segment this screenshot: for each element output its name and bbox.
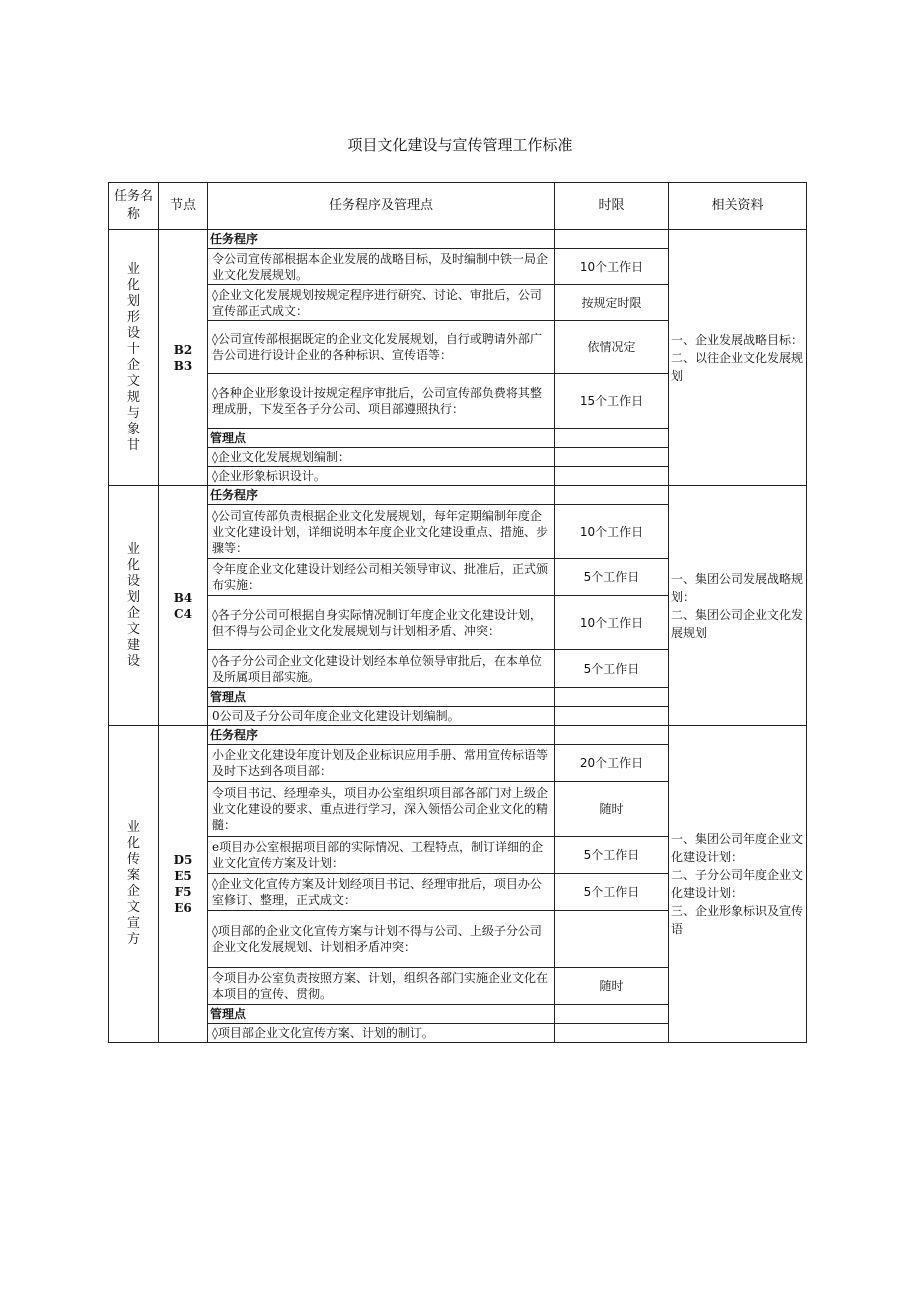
node-cell: [159, 230, 208, 486]
node-code: F5: [174, 885, 192, 899]
task-name: 业化传案企文宣方: [126, 820, 140, 947]
header-references: 相关资料: [669, 183, 807, 230]
node-code: B4: [173, 590, 193, 605]
step-text: e项目办公室根据项目部的实际情况、工程特点，制订详细的企业文化宣传方案及计划：: [208, 837, 555, 874]
step-text: ◊各子分公司企业文化建设计划经本单位领导审批后，在本单位及所属项目部实施。: [208, 650, 555, 688]
node-code: D5: [173, 853, 193, 867]
header-row: [109, 183, 807, 230]
time-limit: [555, 911, 669, 968]
step-text: 令项目书记、经理牵头，项目办公室组织项目部各部门对上级企业文化建设的要求、重点进行学习，深入领悟公司企业文化的精髓：: [208, 782, 555, 837]
reference-item: 三、企业形象标识及宣传语: [671, 904, 804, 936]
reference-item: 一、集团公司发展战略规划：: [671, 571, 804, 604]
header-time-limit: 时限: [555, 183, 669, 230]
task-name-cell: [109, 486, 159, 726]
references-cell: [669, 230, 807, 486]
step-text: ◊各子分公司可根据自身实际情况制订年度企业文化建设计划，但不得与公司企业文化发展规划与计划相矛盾、冲突：: [208, 596, 555, 650]
time-cell: [555, 688, 669, 707]
table-row: [109, 726, 807, 745]
time-limit: 10个工作日: [555, 505, 669, 559]
time-cell: [555, 707, 669, 726]
step-text: ◊公司宣传部负责根据企业文化发展规划，每年定期编制年度企业文化建设计划，详细说明本年度企业文化建设重点、措施、步骤等：: [208, 505, 555, 559]
task-name: 业化划形设十企文规与象甘: [126, 261, 140, 453]
step-text: ◊企业文化发展规划按规定程序进行研究、讨论、审批后，公司宣传部正式成文：: [208, 285, 555, 321]
step-text: 令项目办公室负责按照方案、计划，组织各部门实施企业文化在本项目的宣传、贯彻。: [208, 968, 555, 1005]
references-cell: [669, 726, 807, 1043]
time-cell: [555, 448, 669, 467]
management-label: 管理点: [208, 688, 555, 707]
procedure-label: 任务程序: [208, 726, 555, 745]
management-item: 0公司及子分公司年度企业文化建设计划编制。: [208, 707, 555, 726]
reference-item: 二、以往企业文化发展规划: [671, 350, 804, 383]
table-row: [109, 230, 807, 249]
header-node: 节点: [159, 183, 208, 230]
management-item: ◊企业形象标识设计。: [208, 467, 555, 486]
time-limit: 5个工作日: [555, 837, 669, 874]
task-name-cell: [109, 230, 159, 486]
procedure-label: 任务程序: [208, 486, 555, 505]
step-text: 令公司宣传部根据本企业发展的战略目标，及时编制中铁一局企业文化发展规划。: [208, 249, 555, 285]
management-label: 管理点: [208, 1005, 555, 1024]
work-standard-table: [108, 182, 807, 1043]
reference-item: 二、子分公司年度企业文化建设计划：: [671, 868, 804, 900]
management-item: ◊企业文化发展规划编制：: [208, 448, 555, 467]
node-code: E6: [174, 901, 192, 915]
node-cell: [159, 726, 208, 1043]
time-cell: [555, 429, 669, 448]
time-limit: 随时: [555, 782, 669, 837]
reference-item: 一、企业发展战略目标：: [671, 332, 804, 347]
table-row: [109, 486, 807, 505]
node-cell: [159, 486, 208, 726]
management-item: ◊项目部企业文化宣传方案、计划的制订。: [208, 1024, 555, 1043]
step-text: ◊企业文化宣传方案及计划经项目书记、经理审批后，项目办公室修订、整理，正式成文：: [208, 874, 555, 911]
header-procedure: 任务程序及管理点: [208, 183, 555, 230]
task-name: 业化设划企文建设: [126, 541, 140, 669]
references-cell: [669, 486, 807, 726]
time-limit: 5个工作日: [555, 874, 669, 911]
procedure-label: 任务程序: [208, 230, 555, 249]
step-text: 小企业文化建设年度计划及企业标识应用手册、常用宣传标语等及时下达到各项目部：: [208, 745, 555, 782]
step-text: ◊公司宣传部根据既定的企业文化发展规划，自行或聘请外部广告公司进行设计企业的各种标识、宣传语等：: [208, 321, 555, 374]
time-cell: [555, 486, 669, 505]
management-label: 管理点: [208, 429, 555, 448]
time-limit: 10个工作日: [555, 249, 669, 285]
time-limit: 5个工作日: [555, 559, 669, 596]
time-limit: 随时: [555, 968, 669, 1005]
step-text: 令年度企业文化建设计划经公司相关领导审议、批准后，正式颁布实施：: [208, 559, 555, 596]
node-code: C4: [174, 606, 192, 621]
node-code: B2: [173, 342, 193, 357]
time-cell: [555, 1024, 669, 1043]
time-limit: 10个工作日: [555, 596, 669, 650]
step-text: ◊各种企业形象设计按规定程序审批后，公司宣传部负费将其整理成册，下发至各子分公司、项目部遵照执行：: [208, 374, 555, 429]
reference-item: 二、集团公司企业文化发展规划: [671, 607, 804, 640]
time-limit: 依情况定: [555, 321, 669, 374]
time-limit: 15个工作日: [555, 374, 669, 429]
page-title: 项目文化建设与宣传管理工作标准: [347, 136, 573, 154]
reference-item: 一、集团公司年度企业文化建设计划：: [671, 832, 804, 864]
time-cell: [555, 230, 669, 249]
time-cell: [555, 1005, 669, 1024]
time-limit: 20个工作日: [555, 745, 669, 782]
node-code: E5: [174, 869, 192, 883]
time-cell: [555, 467, 669, 486]
header-task-name: 任务名称: [109, 183, 159, 230]
node-code: B3: [173, 358, 193, 373]
time-limit: 5个工作日: [555, 650, 669, 688]
step-text: ◊项目部的企业文化宣传方案与计划不得与公司、上级子分公司企业文化发展规划、计划相矛盾冲突：: [208, 911, 555, 968]
time-cell: [555, 726, 669, 745]
task-name-cell: [109, 726, 159, 1043]
time-limit: 按规定时限: [555, 285, 669, 321]
